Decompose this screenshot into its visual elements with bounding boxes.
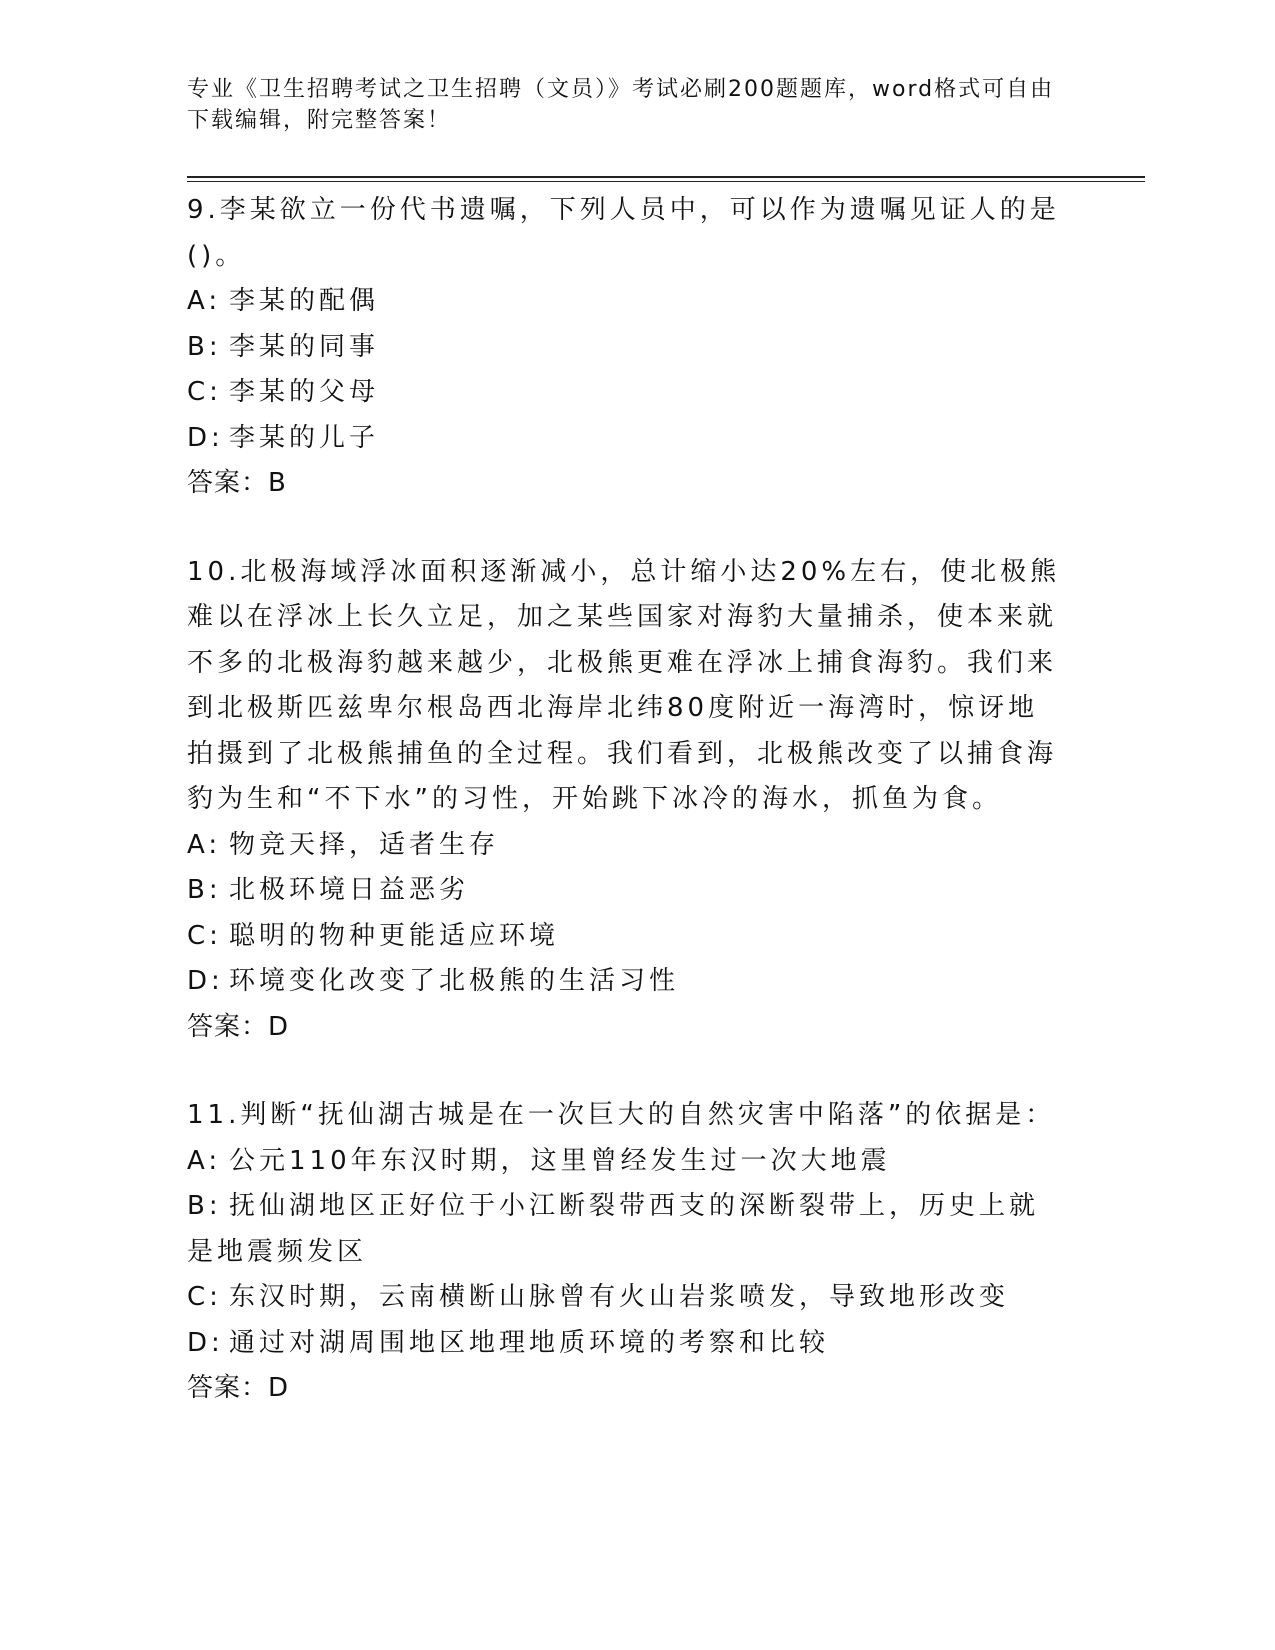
- option-text: 通过对湖周围地区地理地质环境的考察和比较: [229, 1327, 830, 1358]
- document-header: 专业《卫生招聘考试之卫生招聘（文员）》考试必刷200题题库，word格式可自由下载编辑，附完整答案！: [187, 77, 1055, 133]
- question-text: 11.判断“抚仙湖古城是在一次巨大的自然灾害中陷落”的依据是：: [187, 1100, 1056, 1130]
- option-a: [187, 1139, 1067, 1185]
- option-text: 李某的儿子: [229, 422, 380, 453]
- question-list: [187, 188, 1067, 1412]
- answer-line: 答案：D: [187, 1011, 290, 1042]
- option-c: [187, 370, 1067, 416]
- question-spacer: [187, 507, 1067, 550]
- option-text: 环境变化改变了北极熊的生活习性: [229, 966, 680, 996]
- option-key: A:: [187, 829, 222, 860]
- option-text: 李某的父母: [229, 377, 380, 407]
- option-key: C:: [187, 920, 222, 951]
- option-b: [187, 325, 1067, 371]
- option-c: [187, 914, 1067, 960]
- option-text: 东汉时期，云南横断山脉曾有火山岩浆喷发，导致地形改变: [229, 1282, 1010, 1312]
- question-spacer: [187, 1050, 1067, 1093]
- option-text: 聪明的物种更能适应环境: [229, 920, 560, 951]
- option-c: [187, 1275, 1067, 1321]
- question-text: 10.北极海域浮冰面积逐渐减小，总计缩小达20%左右，使北极熊难以在浮冰上长久立足，加之某些国家对海豹大量捕杀，使本来就不多的北极海豹越来越少，北极熊更难在浮冰上捕食海豹。我们来到北极斯匹兹卑尔根岛西北海岸北纬80度附近一海湾时，惊讶地拍摄到了北极熊捕鱼的全过程。我们看到，北极熊改变了以捕食海豹为生和“不下水”的习性，开始跳下冰冷的海水，抓鱼为食。: [187, 556, 1061, 814]
- question-text: 9.李某欲立一份代书遗嘱，下列人员中，可以作为遗嘱见证人的是()。: [187, 195, 1060, 271]
- option-a: [187, 823, 1067, 869]
- question-block: [187, 550, 1067, 1051]
- option-text: 物竞天择，适者生存: [229, 829, 500, 860]
- question-block: [187, 188, 1067, 507]
- option-key: B:: [187, 875, 222, 905]
- option-text: 李某的同事: [229, 331, 380, 362]
- option-key: C:: [187, 1282, 222, 1312]
- option-d: [187, 416, 1067, 462]
- option-text: 北极环境日益恶劣: [229, 875, 470, 905]
- option-a: [187, 279, 1067, 325]
- option-key: A:: [187, 286, 222, 316]
- answer-line: 答案：B: [187, 468, 287, 498]
- option-text: 抚仙湖地区正好位于小江断裂带西支的深断裂带上，历史上就是地震频发区: [187, 1191, 1040, 1267]
- option-key: D:: [187, 1327, 224, 1358]
- header-divider-thick: [187, 176, 1145, 178]
- option-b: [187, 868, 1067, 914]
- option-d: [187, 1321, 1067, 1367]
- option-key: B:: [187, 331, 222, 362]
- option-key: D:: [187, 966, 224, 996]
- option-key: A:: [187, 1145, 222, 1176]
- option-key: D:: [187, 422, 224, 453]
- option-key: B:: [187, 1191, 222, 1221]
- question-block: [187, 1093, 1067, 1412]
- option-d: [187, 959, 1067, 1005]
- option-b: [187, 1184, 1067, 1275]
- answer-line: 答案：D: [187, 1373, 290, 1403]
- option-text: 公元110年东汉时期，这里曾经发生过一次大地震: [229, 1145, 891, 1176]
- header-divider-thin: [187, 181, 1145, 182]
- option-text: 李某的配偶: [229, 286, 380, 316]
- option-key: C:: [187, 377, 222, 407]
